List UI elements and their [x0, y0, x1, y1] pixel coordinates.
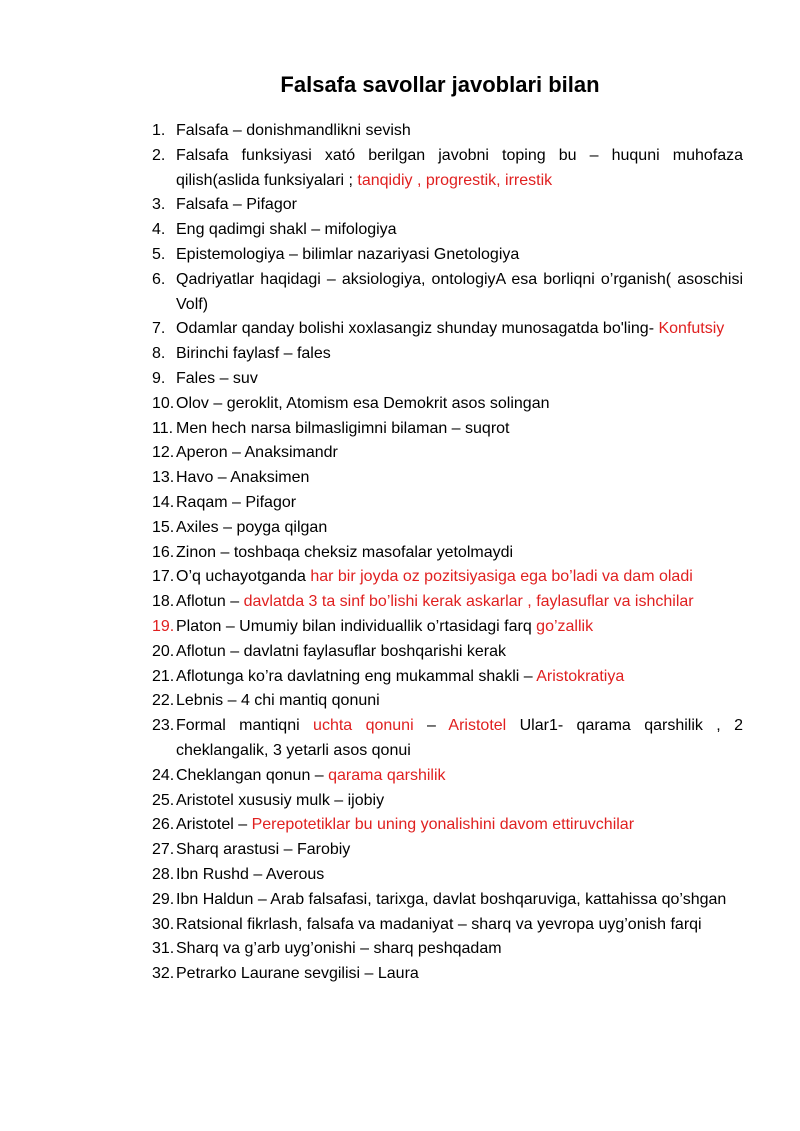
list-item-number: 23. — [152, 717, 175, 735]
list-item-number: 26. — [152, 816, 175, 834]
text-run: Birinchi faylasf – fales — [176, 345, 331, 363]
list-item-number: 7. — [152, 320, 166, 338]
list-item-text — [176, 764, 743, 789]
highlighted-answer: tanqidiy , progrestik, irrestik — [357, 171, 553, 189]
list-item — [152, 218, 743, 243]
text-run: Axiles – poyga qilgan — [176, 518, 328, 536]
list-item-text — [176, 144, 743, 194]
list-item — [152, 541, 743, 566]
list-item — [152, 243, 743, 268]
list-item-text — [176, 640, 743, 665]
list-item-text — [176, 218, 743, 243]
list-item — [152, 714, 743, 764]
list-item-text — [176, 838, 743, 863]
list-item — [152, 342, 743, 367]
list-item-text — [176, 342, 743, 367]
list-item — [152, 888, 743, 913]
list-item-number: 2. — [152, 146, 166, 164]
list-item-text — [176, 417, 743, 442]
list-item — [152, 962, 743, 987]
text-run: Formal mantiqni — [176, 717, 314, 735]
text-run: Olov – geroklit, Atomism esa Demokrit asos solingan — [176, 394, 550, 412]
text-run: Epistemologiya – bilimlar nazariyasi Gnetologiya — [176, 245, 520, 263]
list-item — [152, 689, 743, 714]
list-item — [152, 789, 743, 814]
list-item — [152, 615, 743, 640]
text-run: Aflotun – — [176, 593, 244, 611]
list-item — [152, 764, 743, 789]
list-item-text — [176, 491, 743, 516]
list-item-number: 32. — [152, 965, 175, 983]
list-item-number: 9. — [152, 369, 166, 387]
list-item-number: 20. — [152, 642, 175, 660]
list-item — [152, 367, 743, 392]
list-item-number: 5. — [152, 245, 166, 263]
list-item-number: 1. — [152, 122, 166, 139]
list-item-number: 30. — [152, 915, 175, 933]
text-run: Aflotunga ko’ra davlatning eng mukammal shakli – — [176, 667, 537, 685]
list-item-number: 19. — [152, 617, 175, 635]
list-item-number: 13. — [152, 469, 175, 487]
text-run: Aristotel xususiy mulk – ijobiy — [176, 791, 385, 809]
list-item-text — [176, 615, 743, 640]
list-item-text — [176, 937, 743, 962]
highlighted-answer: Perepotetiklar bu uning yonalishini davom ettiruvchilar — [251, 816, 635, 834]
list-item-number: 10. — [152, 394, 175, 412]
text-run: Aflotun – davlatni faylasuflar boshqarishi kerak — [176, 642, 506, 660]
list-item — [152, 665, 743, 690]
list-item — [152, 193, 743, 218]
list-item-number: 3. — [152, 196, 166, 214]
list-item — [152, 491, 743, 516]
list-item — [152, 913, 743, 938]
list-item-number: 4. — [152, 221, 166, 239]
text-run: O’q uchayotganda — [176, 568, 311, 586]
text-run: Petrarko Laurane sevgilisi – Laura — [176, 965, 419, 983]
text-run: Cheklangan qonun – — [176, 766, 329, 784]
list-item-text — [176, 367, 743, 392]
list-item — [152, 565, 743, 590]
list-item-text — [176, 689, 743, 714]
list-item-number: 24. — [152, 766, 175, 784]
list-item — [152, 268, 743, 318]
text-run: Aperon – Anaksimandr — [176, 444, 338, 462]
text-run: Ibn Rushd – Averous — [176, 865, 325, 883]
highlighted-answer: qarama qarshilik — [328, 766, 446, 784]
text-run: – — [413, 717, 449, 735]
text-run: Eng qadimgi shakl – mifologiya — [176, 221, 397, 239]
text-run: Raqam – Pifagor — [176, 493, 297, 511]
list-item-number: 21. — [152, 667, 175, 685]
list-item-text — [176, 863, 743, 888]
list-item-text — [176, 119, 743, 144]
list-item-number: 15. — [152, 518, 175, 536]
list-item-text — [176, 392, 743, 417]
list-item-text — [176, 541, 743, 566]
text-run: Sharq va g’arb uyg’onishi – sharq peshqadam — [176, 940, 502, 958]
list-item-text — [176, 516, 743, 541]
list-item-text — [176, 888, 743, 913]
list-item-number: 14. — [152, 493, 175, 511]
text-run: Odamlar qanday bolishi xoxlasangiz shunday munosagatda bo'ling- — [176, 320, 659, 338]
highlighted-answer: Konfutsiy — [658, 320, 725, 338]
list-item-text — [176, 962, 743, 987]
numbered-list — [152, 119, 743, 987]
list-item — [152, 813, 743, 838]
text-run: Havo – Anaksimen — [176, 469, 310, 487]
list-item — [152, 417, 743, 442]
list-item — [152, 838, 743, 863]
list-item-text — [176, 193, 743, 218]
list-item-number: 6. — [152, 270, 166, 288]
list-item-text — [176, 789, 743, 814]
list-item-number: 11. — [152, 419, 174, 437]
list-item-text — [176, 714, 743, 764]
list-item — [152, 937, 743, 962]
list-item-text — [176, 813, 743, 838]
list-item-text — [176, 243, 743, 268]
list-item-text — [176, 590, 743, 615]
list-item-number: 22. — [152, 692, 175, 710]
highlighted-answer: Aristotel — [448, 717, 507, 735]
list-item-number: 28. — [152, 865, 175, 883]
text-run: Falsafa – donishmandlikni sevish — [176, 122, 411, 139]
list-item-text — [176, 565, 743, 590]
list-item — [152, 640, 743, 665]
text-run: Sharq arastusi – Farobiy — [176, 841, 351, 859]
list-item-number: 29. — [152, 890, 175, 908]
text-run: Aristotel – — [176, 816, 252, 834]
list-item — [152, 392, 743, 417]
list-item-number: 12. — [152, 444, 175, 462]
text-run: Ibn Haldun – Arab falsafasi, tarixga, davlat boshqaruviga, kattahissa qo’shgan — [176, 890, 727, 908]
text-run: Qadriyatlar haqidagi – aksiologiya, ontologiyA esa borliqni o’rganish( asoschisi Volf) — [176, 270, 743, 313]
list-item-text — [176, 466, 743, 491]
document-title: Falsafa savollar javoblari bilan — [280, 72, 600, 97]
list-item — [152, 317, 743, 342]
text-run: Platon – Umumiy bilan individuallik o’rtasidagi farq — [176, 617, 537, 635]
highlighted-answer: Aristokratiya — [536, 667, 625, 685]
text-run: Lebnis – 4 chi mantiq qonuni — [176, 692, 380, 710]
list-item-number: 8. — [152, 345, 166, 363]
list-item-number: 16. — [152, 543, 175, 561]
list-item-text — [176, 268, 743, 318]
highlighted-answer: har bir joyda oz pozitsiyasiga ega bo’ladi va dam oladi — [310, 568, 693, 586]
text-run: Ratsional fikrlash, falsafa va madaniyat – sharq va yevropa uyg’onish farqi — [176, 915, 702, 933]
list-item-number: 25. — [152, 791, 175, 809]
list-item — [152, 863, 743, 888]
list-item-number: 17. — [152, 568, 175, 586]
list-item — [152, 119, 743, 144]
list-item-text — [176, 665, 743, 690]
list-item — [152, 466, 743, 491]
text-run: Men hech narsa bilmasligimni bilaman – suqrot — [176, 419, 510, 437]
text-run: Falsafa – Pifagor — [176, 196, 297, 214]
list-item-number: 31. — [152, 940, 175, 958]
list-item-text — [176, 913, 743, 938]
highlighted-answer: uchta qonuni — [313, 717, 414, 735]
list-item-text — [176, 317, 743, 342]
list-item — [152, 516, 743, 541]
text-run: Ular1- qarama qarshilik , 2 cheklangalik, 3 yetarli asos qonui — [176, 717, 744, 759]
text-run: Fales – suv — [176, 369, 258, 387]
list-item-number: 27. — [152, 841, 175, 859]
highlighted-answer: davlatda 3 ta sinf bo’lishi kerak askarlar , faylasuflar va ishchilar — [243, 593, 694, 611]
list-item — [152, 144, 743, 194]
list-item — [152, 441, 743, 466]
list-item-text — [176, 441, 743, 466]
list-item-number: 18. — [152, 593, 175, 611]
text-run: Falsafa funksiyasi xató berilgan javobni toping bu – huquni muhofaza qilish(aslida funksiyalari ; — [176, 146, 743, 189]
highlighted-answer: go’zallik — [536, 617, 594, 635]
list-item — [152, 590, 743, 615]
text-run: Zinon – toshbaqa cheksiz masofalar yetolmaydi — [176, 543, 514, 561]
